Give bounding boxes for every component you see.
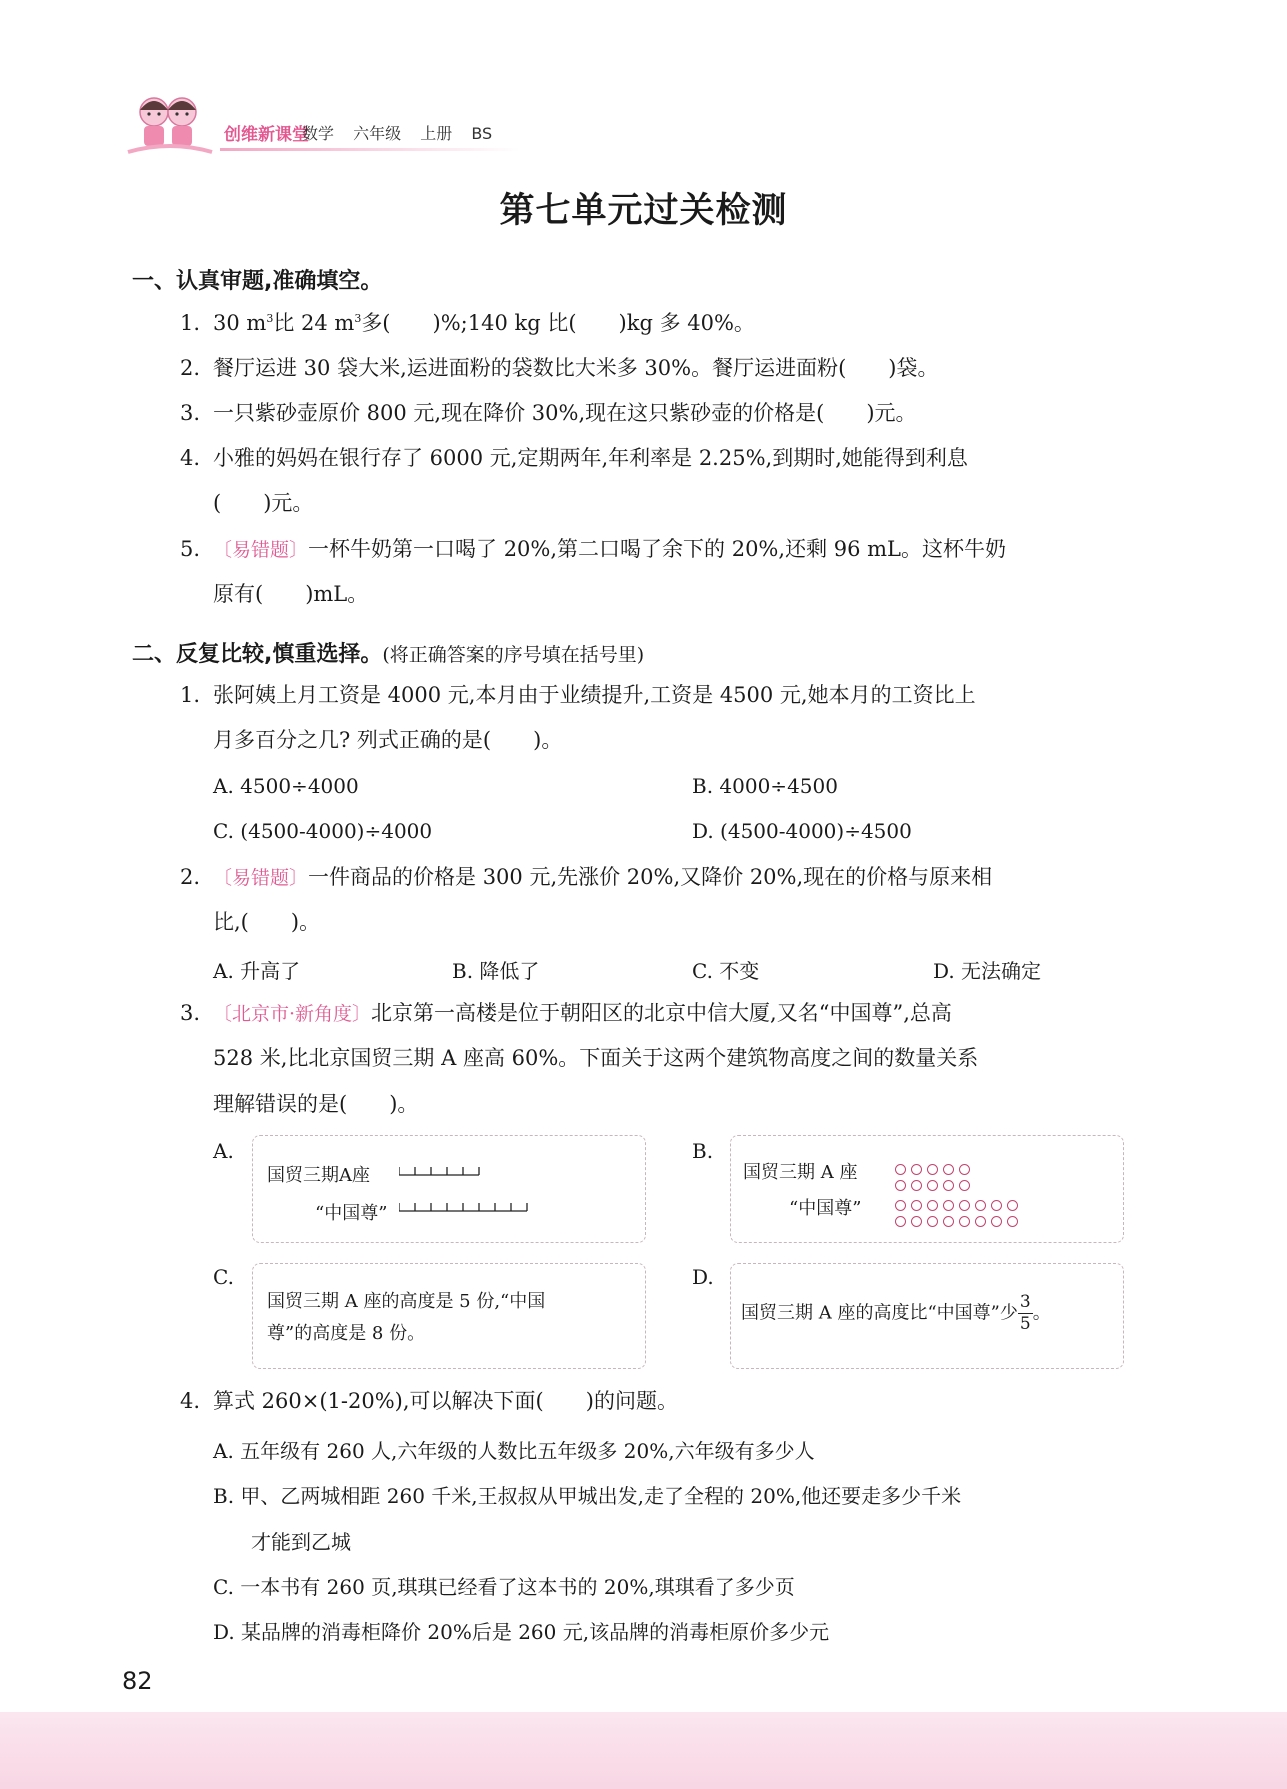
circle-row-zhongguozun-2: [895, 1212, 1023, 1231]
s2-q2-option-d: D. 无法确定: [933, 959, 1042, 983]
unit-circle: [927, 1216, 938, 1227]
unit-circle: [1007, 1200, 1018, 1211]
unit-circle: [991, 1200, 1002, 1211]
segment-bars: [399, 1165, 649, 1225]
grade: 六年级: [353, 124, 402, 143]
s2-q3-option-a-label: A.: [213, 1139, 234, 1163]
book-meta: [302, 121, 502, 144]
unit-circle: [911, 1216, 922, 1227]
edition: BS: [471, 124, 493, 143]
unit-circle: [895, 1180, 906, 1191]
unit-circle: [927, 1180, 938, 1191]
segment-row-building-a: [399, 1167, 479, 1175]
unit-circle: [975, 1200, 986, 1211]
option-c-box: 国贸三期 A 座的高度是 5 份,“中国 尊”的高度是 8 份。: [252, 1263, 646, 1369]
s2-q2-line1: 2. 〔易错题〕一件商品的价格是 300 元,先涨价 20%,又降价 20%,现在的价格与原来相: [180, 865, 993, 889]
unit-circle: [991, 1216, 1002, 1227]
tag-error-prone: 〔易错题〕: [213, 867, 309, 889]
section-2-heading: 二、反复比较,慎重选择。(将正确答案的序号填在括号里): [132, 642, 645, 667]
unit-circle: [975, 1216, 986, 1227]
unit-circle: [927, 1200, 938, 1211]
s2-q1-line1: 1. 张阿姨上月工资是 4000 元,本月由于业绩提升,工资是 4500 元,她本月的工资比上: [180, 683, 976, 707]
segment-row1-label: 国贸三期A座: [267, 1165, 370, 1186]
s1-q3: 3. 一只紫砂壶原价 800 元,现在降价 30%,现在这只紫砂壶的价格是( )元。: [180, 401, 917, 425]
s2-q1-option-b: B. 4000÷4500: [692, 774, 838, 798]
s2-q1-line2: 月多百分之几? 列式正确的是( )。: [213, 728, 563, 752]
unit-circle: [943, 1200, 954, 1211]
s2-q4-option-c: C. 一本书有 260 页,琪琪已经看了这本书的 20%,琪琪看了多少页: [213, 1575, 795, 1599]
option-b-circle-figure: [730, 1135, 1124, 1243]
unit-circle: [1007, 1216, 1018, 1227]
page-header: [124, 84, 544, 160]
s2-q3-line1: 3. 〔北京市·新角度〕北京第一高楼是位于朝阳区的北京中信大厦,又名“中国尊”,总高: [180, 1001, 952, 1025]
s1-q4-line2: ( )元。: [213, 491, 314, 515]
unit-circle: [911, 1164, 922, 1175]
s2-q2-option-c: C. 不变: [692, 959, 760, 983]
segment-row-zhongguozun: [399, 1203, 527, 1211]
circle-row-building-a-2: [895, 1176, 975, 1195]
page-number: 82: [122, 1667, 153, 1695]
s2-q3-line2: 528 米,比北京国贸三期 A 座高 60%。下面关于这两个建筑物高度之间的数量关系: [213, 1046, 979, 1070]
circle-row1-label: 国贸三期 A 座: [743, 1162, 858, 1183]
unit-circle: [959, 1216, 970, 1227]
s2-q2-option-a: A. 升高了: [213, 959, 301, 983]
volume: 上册: [420, 124, 453, 143]
tag-error-prone: 〔易错题〕: [213, 539, 309, 561]
unit-circle: [927, 1164, 938, 1175]
unit-circle: [911, 1200, 922, 1211]
s2-q3-option-c-label: C.: [213, 1265, 234, 1289]
section-1-heading: 一、认真审题,准确填空。: [132, 269, 383, 294]
s2-q4-option-b: B. 甲、乙两城相距 260 千米,王叔叔从甲城出发,走了全程的 20%,他还要走多少千米: [213, 1484, 962, 1508]
s2-q4-line1: 4. 算式 260×(1-20%),可以解决下面( )的问题。: [180, 1389, 678, 1413]
s1-q1: 1. 30 $m^3$比 24 $m^3$多( )%;140 kg 比( )kg 多 40%。: [180, 311, 755, 335]
brand-name: 创维新课堂: [224, 125, 309, 145]
s1-q5-line2: 原有( )mL。: [213, 582, 369, 606]
circle-row2-label: “中国尊”: [789, 1198, 862, 1219]
s1-q2: 2. 餐厅运进 30 袋大米,运进面粉的袋数比大米多 30%。餐厅运进面粉( )袋。: [180, 356, 939, 380]
tag-beijing-new-angle: 〔北京市·新角度〕: [213, 1003, 372, 1025]
header-rule: [220, 148, 520, 151]
unit-circle: [911, 1180, 922, 1191]
fraction-three-fifths: $\frac{3}{5}$: [1019, 1292, 1031, 1334]
segment-row2-label: “中国尊”: [315, 1203, 388, 1224]
s1-q5-line1: 5. 〔易错题〕一杯牛奶第一口喝了 20%,第二口喝了余下的 20%,还剩 96 mL。这杯牛奶: [180, 537, 1006, 561]
s2-q1-option-a: A. 4500÷4000: [213, 774, 359, 798]
footer-band: [0, 1712, 1287, 1789]
unit-circle: [943, 1180, 954, 1191]
s2-q2-line2: 比,( )。: [213, 910, 321, 934]
option-a-segment-figure: [252, 1135, 646, 1243]
s2-q3-line3: 理解错误的是( )。: [213, 1092, 419, 1116]
unit-circle: [959, 1180, 970, 1191]
unit-circle: [943, 1216, 954, 1227]
subject: 数学: [302, 124, 335, 143]
page-title: 第七单元过关检测: [499, 191, 788, 231]
unit-circle: [943, 1164, 954, 1175]
unit-circle: [895, 1216, 906, 1227]
unit-circle: [959, 1164, 970, 1175]
s2-q3-option-b-label: B.: [692, 1139, 714, 1163]
s2-q1-option-c: C. (4500-4000)÷4000: [213, 819, 433, 843]
unit-circle: [895, 1164, 906, 1175]
s2-q4-option-a: A. 五年级有 260 人,六年级的人数比五年级多 20%,六年级有多少人: [213, 1439, 815, 1463]
unit-circle: [959, 1200, 970, 1211]
kids-mascot-icon: [124, 90, 216, 158]
unit-circle: [895, 1200, 906, 1211]
s2-q3-option-d-label: D.: [692, 1265, 714, 1289]
s2-q2-option-b: B. 降低了: [452, 959, 540, 983]
option-d-box: 国贸三期 A 座的高度比“中国尊”少 $\frac{3}{5}$ 。: [730, 1263, 1124, 1369]
s2-q4-option-d: D. 某品牌的消毒柜降价 20%后是 260 元,该品牌的消毒柜原价多少元: [213, 1620, 830, 1644]
s2-q4-option-b-cont: 才能到乙城: [251, 1530, 351, 1554]
s1-q4-line1: 4. 小雅的妈妈在银行存了 6000 元,定期两年,年利率是 2.25%,到期时,她能得到利息: [180, 446, 968, 470]
s2-q1-option-d: D. (4500-4000)÷4500: [692, 819, 912, 843]
